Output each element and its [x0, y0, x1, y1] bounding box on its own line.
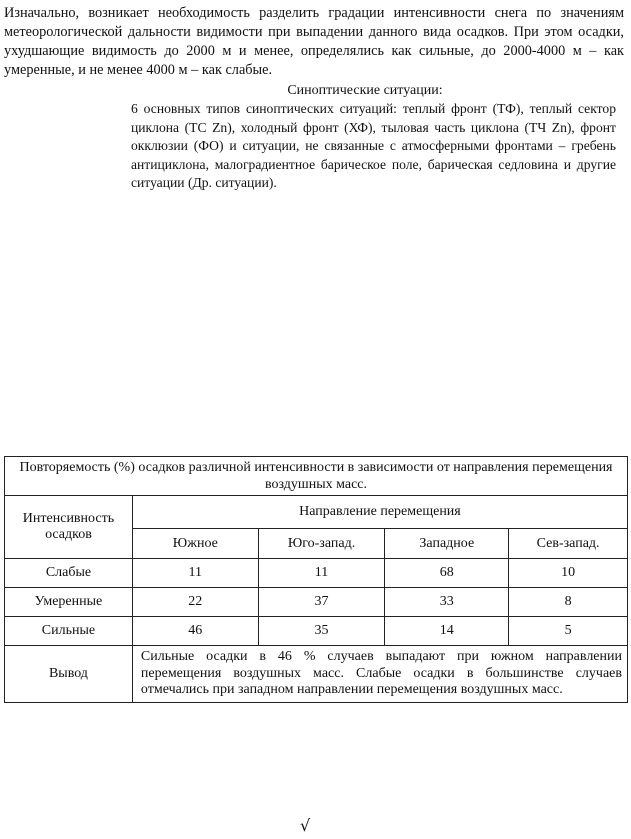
- table-cell: 33: [385, 588, 509, 617]
- table-row: [5, 588, 628, 617]
- table-cell: 11: [132, 559, 258, 588]
- row-label: Умеренные: [5, 588, 133, 617]
- table-cell: 11: [258, 559, 385, 588]
- synoptic-title: Синоптические ситуации:: [287, 83, 443, 98]
- table-cell: 10: [509, 559, 628, 588]
- table-row: [5, 559, 628, 588]
- direction-header-cell: Направление перемещения: [132, 496, 627, 529]
- direction-southwest: Юго-запад.: [258, 529, 385, 559]
- table-cell: 35: [258, 617, 385, 646]
- conclusion-text: Сильные осадки в 46 % случаев выпадают при южном направлении перемещения воздушных масс. Слабые осадки в большинстве случаев отмечались при западном направлении перемещения воздушных масс.: [132, 646, 627, 703]
- frequency-table: [4, 456, 628, 703]
- table-cell: 22: [132, 588, 258, 617]
- direction-west: Западное: [385, 529, 509, 559]
- synoptic-body: 6 основных типов синоптических ситуаций: теплый фронт (ТФ), теплый сектор циклона (ТС Zn), холодный фронт (ХФ), тыловая часть циклона (ТЧ Zn), фронт окклюзии (ФО) и ситуации, не связанные с атмосферными фронтами – гребень антициклона, малоградиентное барическое поле, барическая седловина и другие ситуации (Др. ситуации).: [131, 101, 616, 190]
- table-cell: 68: [385, 559, 509, 588]
- direction-northwest: Сев-запад.: [509, 529, 628, 559]
- row-header-cell: Интенсивность осадков: [5, 496, 133, 559]
- table-cell: 37: [258, 588, 385, 617]
- direction-south: Южное: [132, 529, 258, 559]
- table-cell: 46: [132, 617, 258, 646]
- table-cell: 14: [385, 617, 509, 646]
- row-label: Сильные: [5, 617, 133, 646]
- sqrt-symbol: √: [300, 816, 311, 835]
- row-label: Слабые: [5, 559, 133, 588]
- intro-paragraph: [4, 4, 624, 80]
- conclusion-row: [5, 646, 628, 703]
- table-caption-row: [5, 457, 628, 496]
- conclusion-label: Вывод: [5, 646, 133, 703]
- table-cell: 8: [509, 588, 628, 617]
- intro-text: Изначально, возникает необходимость разделить градации интенсивности снега по значениям метеорологической дальности видимости при выпадении данного вида осадков. При этом осадки, ухудшающие видимость до 2000 м и менее, определялись как сильные, до 2000-4000 м – как умеренные, и не менее 4000 м – как слабые.: [4, 5, 624, 78]
- table-cell: 5: [509, 617, 628, 646]
- table-row: [5, 617, 628, 646]
- table-caption: Повторяемость (%) осадков различной интенсивности в зависимости от направления перемещения воздушных масс.: [5, 457, 628, 496]
- table-header-row: [5, 496, 628, 529]
